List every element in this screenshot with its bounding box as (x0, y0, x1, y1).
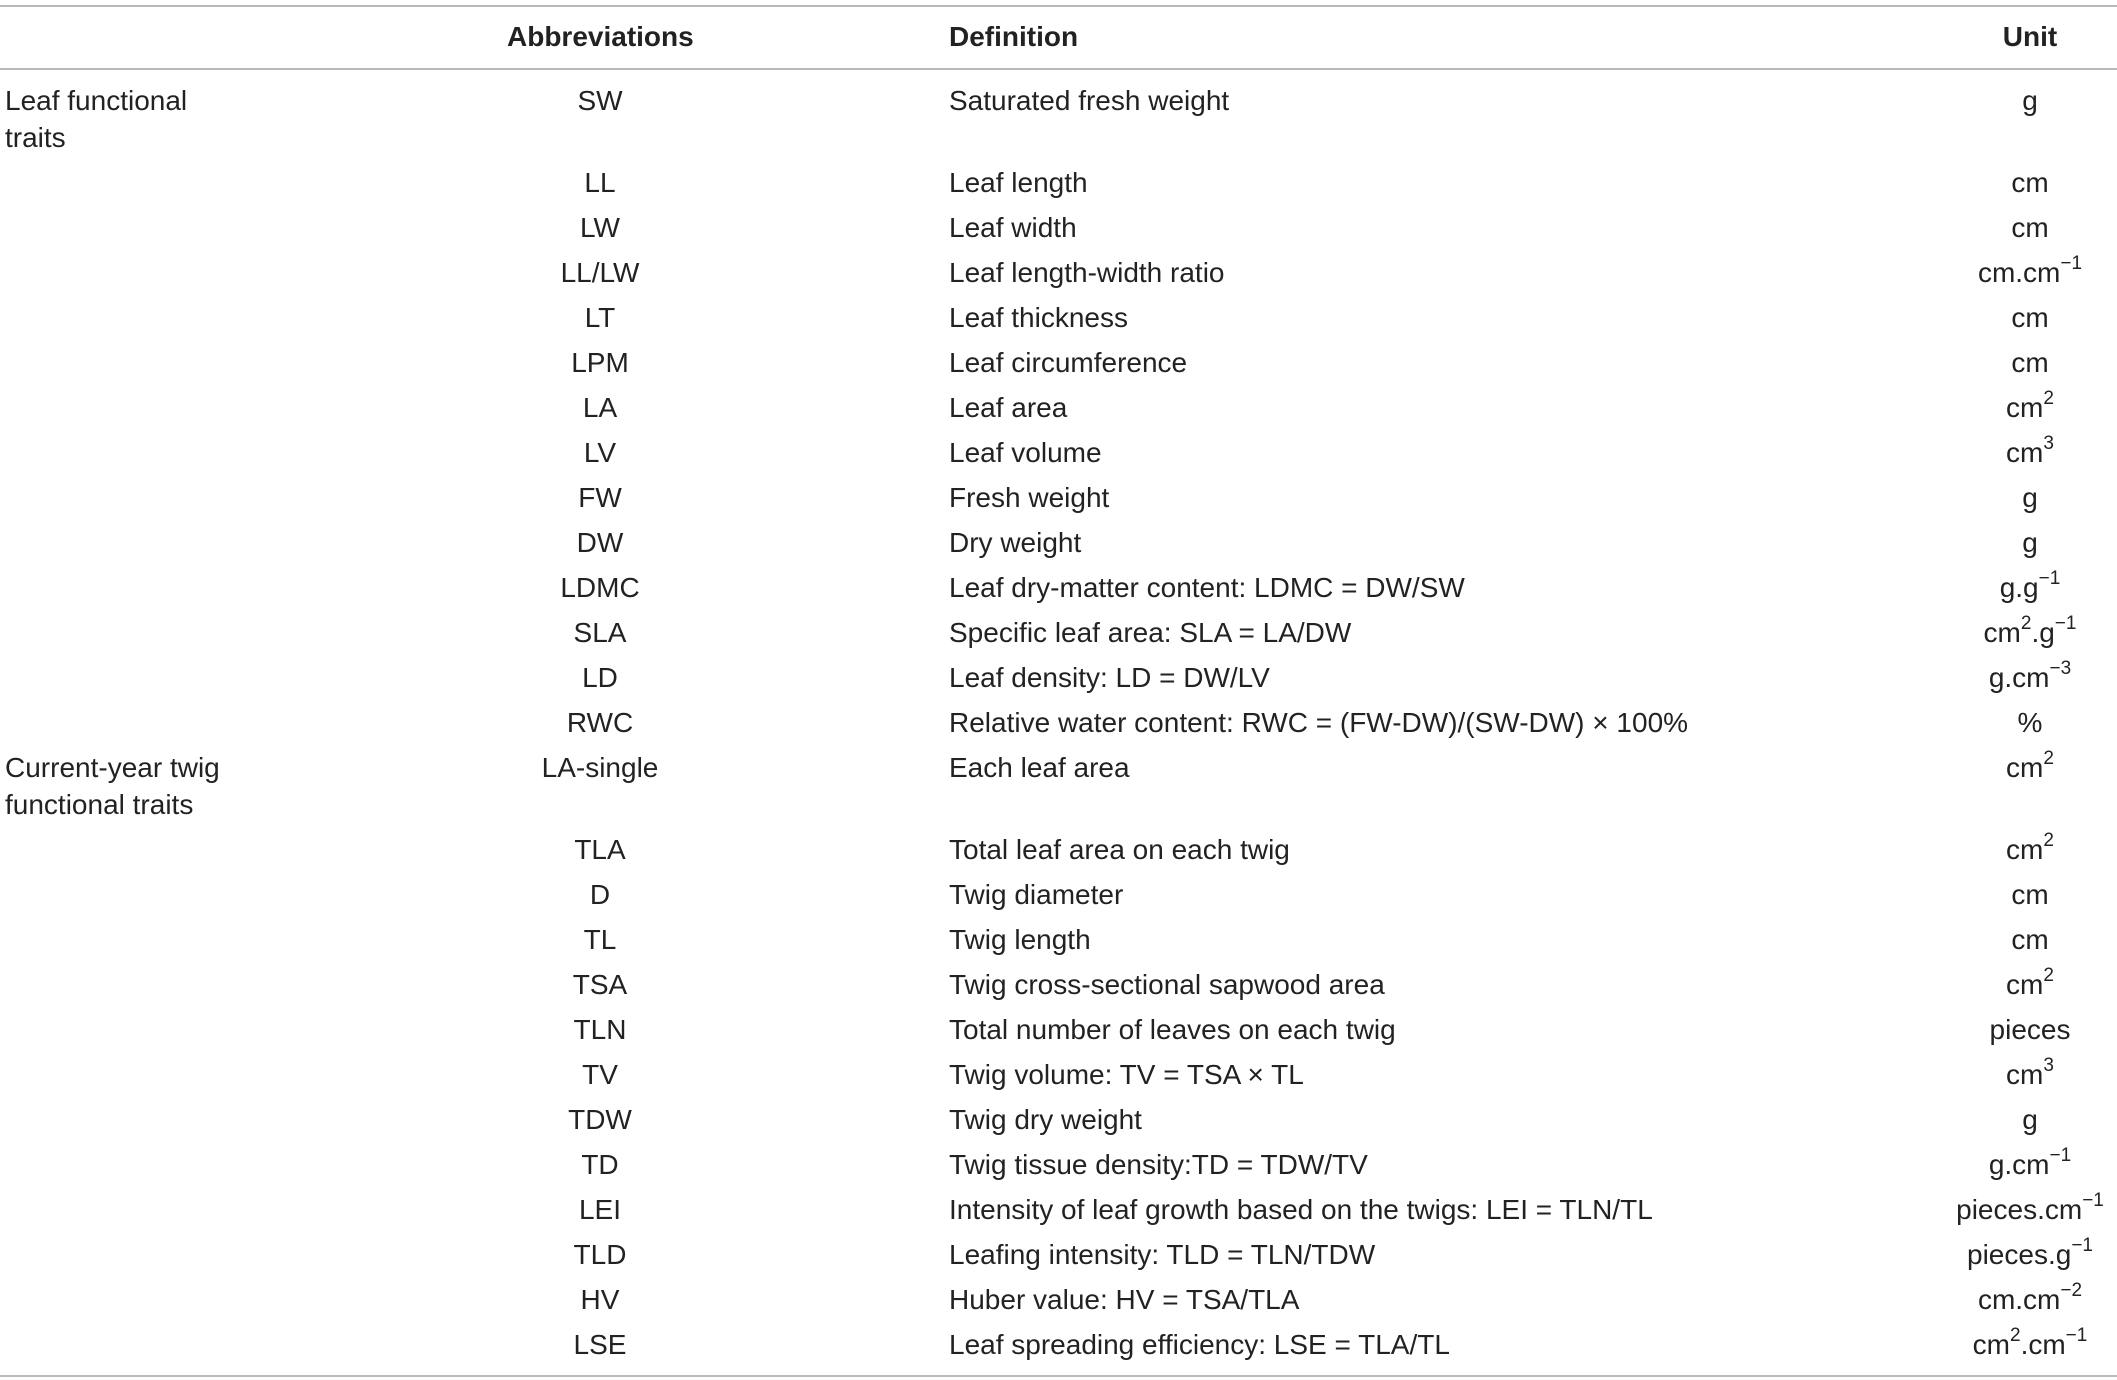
table-row (0, 475, 2117, 520)
row-definition: Relative water content: RWC = (FW-DW)/(SW-DW) × 100% (949, 707, 1689, 738)
unit-base: cm.cm (1977, 1284, 2061, 1315)
table-row (0, 1232, 2117, 1277)
table-row (0, 1277, 2117, 1322)
table-row (0, 827, 2117, 872)
table-row (0, 1142, 2117, 1187)
row-unit (1880, 827, 2117, 872)
row-abbreviation: LL (584, 167, 616, 198)
row-unit (1880, 475, 2117, 520)
unit-base: g.cm (1988, 1149, 2050, 1180)
row-abbreviation: LA (582, 392, 618, 423)
row-abbreviation: RWC (566, 707, 634, 738)
unit-base: cm (2011, 924, 2049, 955)
unit-base: g (2022, 85, 2038, 116)
row-definition: Twig length (949, 924, 1091, 955)
table-row (0, 250, 2117, 295)
row-definition: Leaf length (949, 167, 1088, 198)
unit-base: .cm (2020, 1329, 2066, 1360)
row-definition: Leaf spreading efficiency: LSE = TLA/TL (949, 1329, 1450, 1360)
row-unit (1880, 250, 2117, 295)
unit-base: cm (2011, 879, 2049, 910)
unit-exponent: −1 (2082, 1189, 2104, 1211)
header-unit: Unit (2002, 21, 2058, 52)
unit-exponent: −3 (2049, 657, 2072, 679)
row-definition: Leaf thickness (949, 302, 1128, 333)
table-row (0, 1052, 2117, 1097)
unit-base: % (2017, 707, 2043, 738)
unit-base: pieces.cm (1956, 1194, 2083, 1225)
unit-base: cm (2006, 437, 2044, 468)
row-unit (1880, 385, 2117, 430)
row-unit (1880, 430, 2117, 475)
row-abbreviation: LEI (578, 1194, 622, 1225)
row-definition: Leaf dry-matter content: LDMC = DW/SW (949, 572, 1465, 603)
row-abbreviation: LSE (573, 1329, 627, 1360)
unit-exponent: −1 (2054, 612, 2077, 634)
unit-exponent: 2 (2043, 387, 2054, 409)
unit-base-pre: cm (1983, 617, 2021, 648)
row-unit (1880, 1097, 2117, 1142)
unit-base: cm (2006, 834, 2044, 865)
row-unit (1880, 1232, 2117, 1277)
row-unit (1880, 1277, 2117, 1322)
table-row (0, 1097, 2117, 1142)
header-definition: Definition (949, 21, 1079, 52)
row-abbreviation: TDW (568, 1104, 632, 1135)
row-definition: Each leaf area (949, 752, 1130, 783)
row-unit (1880, 1052, 2117, 1097)
row-unit (1880, 340, 2117, 385)
unit-base: g.g (1999, 572, 2039, 603)
unit-base: cm (2006, 1059, 2044, 1090)
unit-exponent: −1 (2065, 1324, 2088, 1346)
table-row (0, 205, 2117, 250)
row-definition: Leaf area (949, 392, 1068, 423)
unit-exponent: −2 (2060, 1279, 2083, 1301)
row-abbreviation: TSA (572, 969, 628, 1000)
row-abbreviation: DW (576, 527, 624, 558)
table-row (0, 700, 2117, 745)
table-top-rule (0, 5, 2117, 7)
row-unit (1880, 962, 2117, 1007)
row-definition: Leaf length-width ratio (949, 257, 1225, 288)
row-unit (1880, 1142, 2117, 1187)
table-row (0, 565, 2117, 610)
unit-base: cm (2011, 167, 2049, 198)
unit-exponent: 2 (2043, 964, 2054, 986)
unit-base: cm (2006, 752, 2044, 783)
row-unit (1880, 1187, 2117, 1232)
row-definition: Total number of leaves on each twig (949, 1014, 1396, 1045)
row-unit (1880, 1007, 2117, 1052)
row-abbreviation: TLA (574, 834, 626, 865)
row-category: Leaf functional traits (5, 85, 188, 153)
unit-exponent: −1 (2071, 1234, 2093, 1256)
row-abbreviation: TD (581, 1149, 619, 1180)
row-abbreviation: SLA (573, 617, 627, 648)
unit-exponent: 2 (2043, 829, 2054, 851)
unit-base: g.cm (1988, 662, 2050, 693)
row-definition: Twig diameter (949, 879, 1124, 910)
row-category: Current-year twig functional traits (5, 752, 220, 820)
unit-base-pre: cm (1972, 1329, 2010, 1360)
row-unit (1880, 205, 2117, 250)
row-abbreviation: D (589, 879, 611, 910)
row-definition: Leaf circumference (949, 347, 1188, 378)
row-abbreviation: LA-single (541, 752, 659, 783)
row-definition: Leaf width (949, 212, 1077, 243)
unit-base: cm (2011, 212, 2049, 243)
table-row (0, 520, 2117, 565)
unit-base: cm (2011, 302, 2049, 333)
row-unit (1880, 78, 2117, 123)
table-row (0, 962, 2117, 1007)
unit-exponent: −1 (2049, 1144, 2072, 1166)
row-definition: Twig dry weight (949, 1104, 1142, 1135)
row-abbreviation: FW (578, 482, 622, 513)
row-definition: Twig tissue density:TD = TDW/TV (949, 1149, 1368, 1180)
row-definition: Leafing intensity: TLD = TLN/TDW (949, 1239, 1376, 1270)
row-abbreviation: SW (577, 85, 623, 116)
unit-base: cm (2011, 347, 2049, 378)
row-unit (1880, 917, 2117, 962)
table-header-rule (0, 68, 2117, 70)
row-unit (1880, 745, 2117, 790)
unit-base: .g (2031, 617, 2055, 648)
row-definition: Leaf density: LD = DW/LV (949, 662, 1270, 693)
unit-exponent: −1 (2060, 252, 2083, 274)
header-abbreviations: Abbreviations (507, 21, 694, 52)
table-row (0, 872, 2117, 917)
unit-base: cm (2006, 969, 2044, 1000)
unit-base: pieces.g (1967, 1239, 2072, 1270)
row-abbreviation: LV (583, 437, 617, 468)
row-definition: Fresh weight (949, 482, 1110, 513)
row-abbreviation: LL/LW (560, 257, 640, 288)
table-row (0, 160, 2117, 205)
row-unit (1880, 610, 2117, 655)
table-row (0, 1187, 2117, 1232)
table-row (0, 745, 2117, 820)
row-definition: Saturated fresh weight (949, 85, 1230, 116)
unit-exponent-pre: 2 (2020, 612, 2032, 634)
table-row (0, 340, 2117, 385)
row-definition: Specific leaf area: SLA = LA/DW (949, 617, 1352, 648)
row-abbreviation: LT (584, 302, 616, 333)
table-row (0, 1007, 2117, 1052)
unit-exponent: 3 (2043, 1054, 2054, 1076)
row-definition: Huber value: HV = TSA/TLA (949, 1284, 1300, 1315)
row-definition: Total leaf area on each twig (949, 834, 1290, 865)
row-definition: Dry weight (949, 527, 1082, 558)
table-row (0, 430, 2117, 475)
unit-base: cm.cm (1977, 257, 2061, 288)
unit-exponent: 3 (2043, 432, 2054, 454)
table-row (0, 295, 2117, 340)
unit-base: g (2022, 527, 2038, 558)
table-bottom-rule (0, 1375, 2117, 1377)
row-definition: Intensity of leaf growth based on the twigs: LEI = TLN/TL (949, 1194, 1653, 1225)
table-row (0, 78, 2117, 153)
row-abbreviation: TLN (573, 1014, 627, 1045)
unit-exponent: 2 (2043, 747, 2054, 769)
table-row (0, 655, 2117, 700)
row-unit (1880, 565, 2117, 610)
row-definition: Leaf volume (949, 437, 1102, 468)
row-abbreviation: LPM (571, 347, 629, 378)
row-abbreviation: HV (580, 1284, 620, 1315)
row-definition: Twig volume: TV = TSA × TL (949, 1059, 1304, 1090)
row-unit (1880, 872, 2117, 917)
unit-exponent: −1 (2038, 567, 2061, 589)
unit-base: g (2022, 482, 2038, 513)
row-abbreviation: LW (580, 212, 620, 243)
table-row (0, 385, 2117, 430)
row-abbreviation: TV (582, 1059, 618, 1090)
row-abbreviation: LDMC (560, 572, 640, 603)
row-definition: Twig cross-sectional sapwood area (949, 969, 1385, 1000)
unit-base: cm (2006, 392, 2044, 423)
table-row (0, 610, 2117, 655)
row-unit (1880, 160, 2117, 205)
row-unit (1880, 700, 2117, 745)
row-unit (1880, 1322, 2117, 1367)
unit-exponent-pre: 2 (2009, 1324, 2021, 1346)
table-row (0, 1322, 2117, 1367)
unit-base: g (2022, 1104, 2038, 1135)
row-unit (1880, 655, 2117, 700)
row-unit (1880, 520, 2117, 565)
table-row (0, 917, 2117, 962)
unit-base: pieces (1989, 1014, 2071, 1045)
row-abbreviation: TL (583, 924, 617, 955)
row-unit (1880, 295, 2117, 340)
row-abbreviation: LD (582, 662, 618, 693)
row-abbreviation: TLD (573, 1239, 627, 1270)
